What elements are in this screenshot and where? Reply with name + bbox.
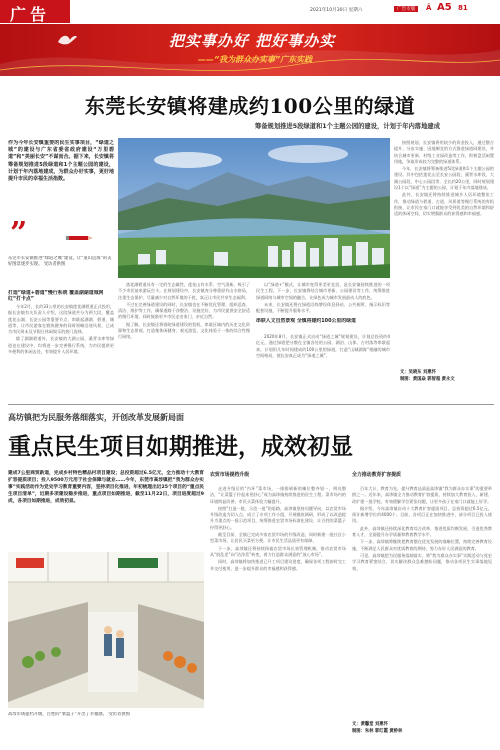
paragraph: 此外，长安镇还将持续推进城乡人居环境整治工作，推动绿道与碧道、古道、风景道等慢行系统的有机衔接，让市民在家门口就能享受到优美的自然环境和舒适的休闲空间，切实增强群众的获得感和幸福感。 <box>394 192 494 217</box>
divider <box>8 404 494 405</box>
article2-sec2-title: 全力推动教育扩容提质 <box>352 472 401 478</box>
paragraph: 走进升级后的“内环”菜市场，一排排崭新的摊位整齐划一、明亮整洁，“让菜篮子拎起来更舒心”成为高埗镇持续推进的民生工程。菜市场内的环境明显改善，市民买菜体验大幅提升。 <box>210 486 346 504</box>
dove-icon <box>56 32 78 48</box>
masthead <box>0 0 500 25</box>
paragraph: 未来，长安镇还将在绿道沿线增设休息驿站、公共厕所、指示标识等配套设施，不断提升服务水平。 <box>256 301 390 314</box>
paragraph: 据介绍，今年高埗镇启动十大教育扩容提质项目，总投资超过6.5亿元，预计新增学位约4000个。目前，各项目正在加快推进中，部分项目已投入使用。 <box>352 505 492 524</box>
article1-subheadline: 筹备规划推进5段绿道和1个主题公园的建设，计划于年内落地建成 <box>254 123 440 130</box>
paragraph: 以“绿道+”模式，让城市变得更美更宜居，是长安镇持续推进的一项民生工程。下一步，长安镇将结合城市更新、公园建设等工作，统筹推进绿道网络与城市空间的融合，让绿色成为城市发展最动人的底色。 <box>256 282 390 300</box>
paragraph: 按照“打造一批、示范一批”的思路，高埗镇坚持问题导向，以农贸市场升级改造为切入点，成立了专项工作小组，开展摸底调研，形成了以改造提升为重点的一批示范项目，统筹推进农贸市场标准化建设，让百姓的菜篮子拎得更舒心。 <box>210 505 346 530</box>
article1-photo-caption: 东莞市长安镇推进“绿道之城”建设，让“道山远海”的美好图景逐步实现。 受访者供图 <box>8 256 112 268</box>
page-prefix: Ā <box>426 4 432 12</box>
paragraph: 此外，高埗镇还持续深化教育综合改革，推进优质均衡发展，引进优秀教育人才，全面提升办学质量和教育教学水平。 <box>352 525 492 538</box>
article1-byline: 文：吴晓东 刘惠怀 制图：黄国焱 郭智超 黄永文 <box>400 370 455 382</box>
article1-col1 <box>8 304 114 368</box>
article2-col2 <box>210 486 346 742</box>
article2-col3 <box>352 486 492 718</box>
paragraph: 除了湖湖碧道外，长安镇的大湖公园、溪背水库等绿道也在建设中，均将进一步完善慢行系统，为市民提供更多便利的休闲去处，有效提升人居环境。 <box>8 336 114 355</box>
article1-section1-title: 打造“绿道+碧道”慢行系统 覆盖湖湖道城网红“打卡点” <box>8 290 104 303</box>
paragraph: 今年，长安镇将筹备推进5段绿道和1个主题公园的建设。其中包括莲花山至长安公园段、溪背水库段、大湖公园段、中心公园段等，全长约20公里，同时规划建设1个以“绿道”为主题的公园，计划于年内落地建成。 <box>394 166 494 191</box>
page-number: A5 <box>437 2 452 13</box>
paragraph: 同时，高埗镇将加快推进已开工项目建设进度，确保各项工程按时完工并交付使用，进一步提升群众的幸福感和获得感。 <box>210 559 346 571</box>
page-count: 81 <box>458 4 468 12</box>
paragraph: 不过在完善绿道建设的同时，长安镇也在不断优化管理，组织巡查、清洁、维护等工作，确保道路干净整洁、设施完好，为市民提供安全舒适的慢行环境，同时鼓励更多市民走出家门、亲近自然。 <box>118 301 250 320</box>
slogan-main: 把实事办好 把好事办实 <box>168 32 336 50</box>
paragraph: 可见，高埗镇把为民服务落细落实，将“我为群众办实事”实践活动与党史学习教育紧密结合，切实解决群众急难愁盼问题，推动各项民生实事落地见效。 <box>352 552 492 571</box>
paragraph: 下一步，高埗镇还将持续探索农贸市场长效管理机制，推动农贸市场从“脏乱差”向“洁净美”转变，着力打造群众满意的“放心市场”。 <box>210 545 346 557</box>
slogan-sub: ——“我为群众办实事”广东实践 <box>197 55 313 64</box>
paragraph: 据了解，长安镇还将借助绿道建设的契机，串联区域内的历史文化资源和生态景观，打造集休闲健身、观光游览、文化体验于一体的综合性慢行网络。 <box>118 321 250 340</box>
edition-tag: 广告专版 <box>394 6 418 12</box>
article1-section2-title: 串联人文自然景观 全镇将建约100公里的绿道 <box>256 318 356 324</box>
campaign-banner <box>0 24 500 76</box>
ad-label: 广告 <box>10 5 51 24</box>
article1-col4 <box>394 140 494 360</box>
article2-photo <box>8 552 204 708</box>
article2-kicker: 高坊镇把为民服务落细落实，开创改革发展新局面 <box>8 413 184 422</box>
article2-sec1-title: 农贸市场提档升级 <box>210 472 250 478</box>
ad-label-box <box>0 0 70 23</box>
article1-photo <box>118 138 390 278</box>
city-lake-illustration <box>118 138 390 278</box>
article1-col2 <box>118 282 250 400</box>
paragraph: 百年大计，教育为先。提升教育品质是高埗镇“我为群众办实事”的重要举措之一。近年来，高埗镇全力推动教育扩容提质，持续加大教育投入，新建、改扩建一批学校，有效缓解学位紧张问题，让更多孩子在家门口就能上好学。 <box>352 486 492 504</box>
paragraph: 今年2月，长约33公里的长安镇莲花湖碧道正式投用，据长安镇有关负责人介绍，这段绿道共分为两大段，覆盖莲花山湖、长安公园等重要节点，串联起湖湖、碧道、城道等，让市民游客在锻炼健身的同时领略沿途风景，已成为市民周末及节假日休闲娱乐的热门选择。 <box>8 304 114 335</box>
article2-photo-caption: 高埗市场提档升级，百姓的“菜篮子”升出了幸福感。 受访者供图 <box>8 712 130 717</box>
article1-lead: 作为今年长安镇重要的民生实事项目，“绿道之城”的建设与广东省委省政府建设“万里碧道”和“美丽长安”不谋而合。据下来，长安镇将筹备规划推进5段绿道和1个主题公园的建设，计划于年内落地建成，为群众办好实事，更好地提升市民的幸福生活指数。 <box>8 140 114 183</box>
paragraph: 下一步，高埗镇将继续把教育摆在优先发展的战略位置，持续完善教育设施，不断满足人民群众对优质教育的期待，努力办好人民满意的教育。 <box>352 539 492 551</box>
article2-headline: 重点民生项目如期推进，成效初显 <box>8 433 353 460</box>
quote-mark-icon: ” <box>10 216 28 251</box>
article2-lead: 建成7公里商贸新道，完成乡村特色精品村项目建设；总投资超过6.5亿元，全力推动十大教育扩容提质项目；投入9500万元用于社会保障与就业……今年，东莞市高埗镇把“我为群众办实事”实践活动作为党史学习教育重要内容，坚持项目化推进，年初梳理出近25个项目的“重点民生项目清单”，近期多项建设稳步推进，重点项目如期推进，截至11月22日，项目进度超过9成，各项目如期推进，成效初显。 <box>8 471 204 504</box>
article1-col3b <box>256 334 390 398</box>
paragraph: 按照规划，长安镇将用较少的资金投入，通过整合提升、分步实施、因地制宜的方式推进绿道网建设，并结合城市更新、村级工业园改造等工作，积极盘活闲置用地，争取形成较为完整的绿道体系。 <box>394 140 494 164</box>
paragraph: 落花湖碧道具有一定的生态属性，莲花山有水系、空气清新，吸引了不少市民前来游玩打卡。在规划建设中，长安镇充分尊重原有山水格局，注重生态保护，尽量减少对自然环境的干扰，真正让市民共享生态福利。 <box>118 282 250 300</box>
pencil-icon <box>66 228 94 238</box>
market-illustration <box>8 552 204 708</box>
issue-date: 2021年10月30日 星期六 <box>310 8 363 13</box>
article1-col3 <box>256 282 390 314</box>
paragraph: 2020年8月，长安镇正式启动“绿道之城”规划建设，计划总投资约4亿元，通过绿道把分散在全镇各处的公园、湖泊、山体、古村落等串联起来，计划用几年时间建成约100公里的绿道，打造“山城湖海”相融的城市空间格局，使长安真正成为“绿道之城”。 <box>256 334 390 358</box>
article2-byline: 文：黄馨堂 刘惠怀 制图：朱林 郭红霞 黄桥林 <box>352 722 403 734</box>
article1-headline: 东莞长安镇将建成约100公里的绿道 <box>84 94 416 118</box>
paragraph: 截至目前，全镇已完成多家农贸市场的升级改造，同时新建一批社区小型菜市场，让居民买菜更方便，让市民生活品质更有保障。 <box>210 532 346 544</box>
